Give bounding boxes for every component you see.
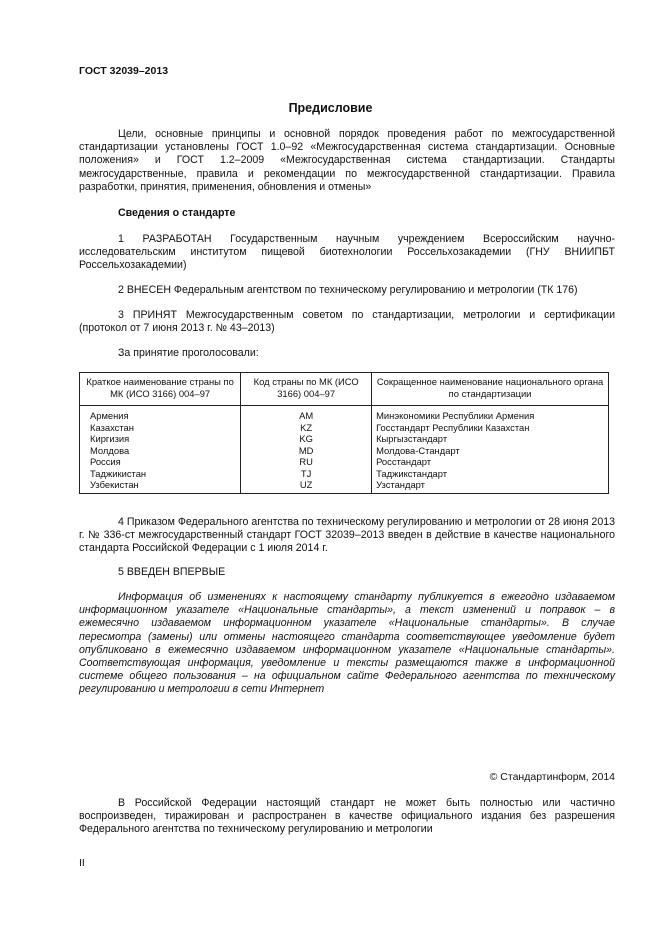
intro-paragraph: Цели, основные принципы и основной порядок проведения работ по межгосударственной стандартизации установлены ГОСТ 1.0–92 «Межгосударственная система стандартизации. Основные положения» и ГОСТ 1.2–2009 «Межгосударственная система стандартизации. Стандарты межгосударственные, правила и рекомендации по межгосударственной стандартизации. Правила разработки, принятия, применения, обновления и отмены» bbox=[79, 128, 615, 193]
country-code: KG bbox=[241, 433, 372, 445]
country-code: UZ bbox=[241, 479, 372, 493]
country-name: Таджикистан bbox=[80, 468, 241, 480]
country-code: MD bbox=[241, 445, 372, 457]
standards-body: Таджикстандарт bbox=[372, 468, 609, 480]
country-code: RU bbox=[241, 456, 372, 468]
standards-body: Росстандарт bbox=[372, 456, 609, 468]
country-name: Молдова bbox=[80, 445, 241, 457]
item-4-enactment: 4 Приказом Федерального агентства по техническому регулированию и метрологии от 28 июня 2013 г. № 336-ст межгосударственный стандарт ГОСТ 32039–2013 введен в действие в качестве национального стандарта Российской Федерации с 1 июля 2014 г. bbox=[79, 516, 615, 555]
voted-label: За принятие проголосовали: bbox=[118, 347, 259, 359]
column-header-country: Краткое наименование страны по МК (ИСО 3166) 004–97 bbox=[80, 373, 241, 406]
voting-table bbox=[79, 372, 609, 494]
table-row bbox=[80, 406, 609, 422]
country-name: Россия bbox=[80, 456, 241, 468]
country-name: Армения bbox=[80, 406, 241, 422]
country-name: Киргизия bbox=[80, 433, 241, 445]
table-row bbox=[80, 433, 609, 445]
standards-body: Кыргызстандарт bbox=[372, 433, 609, 445]
item-1-developed: 1 РАЗРАБОТАН Государственным научным учреждением Всероссийским научно-исследовательским институтом пищевой биотехнологии Россельхозакадемии (ГНУ ВНИИПБТ Россельхозакадемии) bbox=[79, 233, 615, 272]
column-header-code: Код страны по МК (ИСО 3166) 004–97 bbox=[241, 373, 372, 406]
country-name: Казахстан bbox=[80, 422, 241, 434]
info-heading: Сведения о стандарте bbox=[118, 207, 236, 219]
foreword-title: Предисловие bbox=[288, 101, 373, 115]
table-row bbox=[80, 422, 609, 434]
standards-body: Госстандарт Республики Казахстан bbox=[372, 422, 609, 434]
standards-body: Узстандарт bbox=[372, 479, 609, 493]
table-row bbox=[80, 445, 609, 457]
country-code: TJ bbox=[241, 468, 372, 480]
country-code: AM bbox=[241, 406, 372, 422]
voting-table-header-row bbox=[80, 373, 609, 406]
copyright: © Стандартинформ, 2014 bbox=[489, 771, 615, 783]
legal-notice: В Российской Федерации настоящий стандарт не может быть полностью или частично воспроизведен, тиражирован и распространен в качестве официального издания без разрешения Федерального агентства по техническому регулированию и метрологии bbox=[79, 797, 615, 836]
country-code: KZ bbox=[241, 422, 372, 434]
standards-body: Минэкономики Республики Армения bbox=[372, 406, 609, 422]
column-header-authority: Сокращенное наименование национального органа по стандартизации bbox=[372, 373, 609, 406]
document-id: ГОСТ 32039–2013 bbox=[79, 65, 169, 77]
item-5-introduced: 5 ВВЕДЕН ВПЕРВЫЕ bbox=[118, 566, 226, 578]
item-2-submitted: 2 ВНЕСЕН Федеральным агентством по техническому регулированию и метрологии (ТК 176) bbox=[118, 284, 578, 296]
country-name: Узбекистан bbox=[80, 479, 241, 493]
item-3-adopted: 3 ПРИНЯТ Межгосударственным советом по стандартизации, метрологии и сертификации (протокол от 7 июня 2013 г. № 43–2013) bbox=[79, 309, 615, 335]
table-row bbox=[80, 479, 609, 493]
amendments-notice: Информация об изменениях к настоящему стандарту публикуется в ежегодно издаваемом информационном указателе «Национальные стандарты», а текст изменений и поправок – в ежемесячно издаваемом информационном указателе «Национальные стандарты». В случае пересмотра (замены) или отмены настоящего стандарта соответствующее уведомление будет опубликовано в ежемесячно издаваемом информационном указателе «Национальные стандарты». Соответствующая информация, уведомление и тексты размещаются также в информационной системе общего пользования – на официальном сайте Федерального агентства по техническому регулированию и метрологии в сети Интернет bbox=[79, 591, 615, 696]
table-row bbox=[80, 468, 609, 480]
page-number: II bbox=[79, 857, 85, 869]
table-row bbox=[80, 456, 609, 468]
standards-body: Молдова-Стандарт bbox=[372, 445, 609, 457]
